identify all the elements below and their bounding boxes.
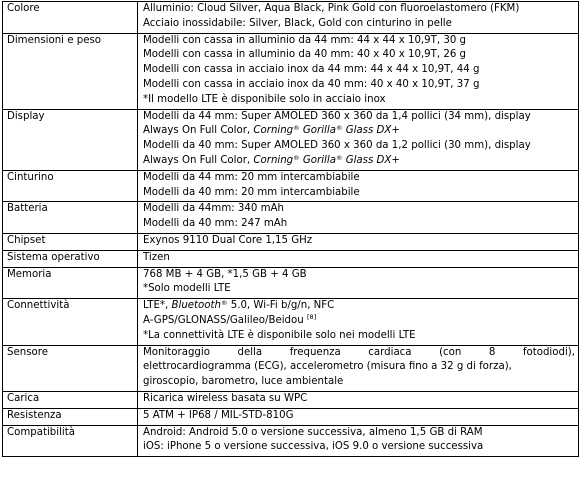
row-value bbox=[138, 250, 579, 267]
row-label: Batteria bbox=[3, 202, 138, 234]
table-row bbox=[3, 202, 579, 234]
value-line: Modelli da 40 mm: 247 mAh bbox=[143, 218, 288, 230]
brand-glass: Glass DX+ bbox=[342, 125, 400, 137]
value-line: Modelli da 44 mm: Super AMOLED 360 x 360 da 1,4 pollici (34 mm), display bbox=[143, 110, 531, 122]
value-line: Modelli da 44 mm: 20 mm intercambiabile bbox=[143, 171, 360, 183]
citation-ref: [8] bbox=[306, 312, 317, 321]
spec-table bbox=[2, 1, 579, 457]
brand-bluetooth: Bluetooth bbox=[171, 300, 221, 312]
table-row bbox=[3, 170, 579, 202]
value-line: Modelli con cassa in acciaio inox da 44 mm: 44 x 44 x 10,9T, 44 g bbox=[143, 64, 480, 76]
value-line: giroscopio, barometro, luce ambientale bbox=[143, 376, 344, 388]
text-run: Always On Full Color, bbox=[143, 125, 254, 137]
table-row bbox=[3, 408, 579, 425]
table-row bbox=[3, 299, 579, 345]
table-row bbox=[3, 345, 579, 391]
brand-gorilla: Gorilla bbox=[299, 125, 336, 137]
value-line: *La connettività LTE è disponibile solo nei modelli LTE bbox=[143, 329, 416, 341]
row-label: Cinturino bbox=[3, 170, 138, 202]
brand-corning: Corning bbox=[253, 125, 294, 137]
value-line: 768 MB + 4 GB, *1,5 GB + 4 GB bbox=[143, 268, 307, 280]
row-value bbox=[138, 170, 579, 202]
brand-gorilla: Gorilla bbox=[299, 154, 336, 166]
text-run: Always On Full Color, bbox=[143, 154, 254, 166]
row-value bbox=[138, 233, 579, 250]
row-label: Resistenza bbox=[3, 408, 138, 425]
brand-glass: Glass DX+ bbox=[342, 154, 400, 166]
value-line: Modelli con cassa in acciaio inox da 40 mm: 40 x 40 x 10,9T, 37 g bbox=[143, 78, 480, 90]
row-label: Colore bbox=[3, 2, 138, 34]
row-label: Connettività bbox=[3, 299, 138, 345]
registered-mark: ® bbox=[335, 153, 343, 162]
row-label: Chipset bbox=[3, 233, 138, 250]
table-row bbox=[3, 250, 579, 267]
row-value bbox=[138, 345, 579, 391]
table-row bbox=[3, 391, 579, 408]
value-line bbox=[143, 124, 575, 139]
row-label: Compatibilità bbox=[3, 425, 138, 457]
row-label: Display bbox=[3, 109, 138, 170]
value-line bbox=[143, 154, 575, 169]
row-value bbox=[138, 425, 579, 457]
row-value bbox=[138, 109, 579, 170]
row-value bbox=[138, 299, 579, 345]
value-line: Ricarica wireless basata su WPC bbox=[143, 392, 308, 404]
value-line bbox=[143, 346, 575, 361]
table-row bbox=[3, 2, 579, 34]
row-label: Carica bbox=[3, 391, 138, 408]
value-line: Tizen bbox=[143, 251, 170, 263]
value-line: Acciaio inossidabile: Silver, Black, Gold con cinturino in pelle bbox=[143, 17, 452, 29]
value-line: *Solo modelli LTE bbox=[143, 283, 231, 295]
row-value bbox=[138, 33, 579, 109]
table-row bbox=[3, 109, 579, 170]
value-line: elettrocardiogramma (ECG), accelerometro (misura fino a 32 g di forza), bbox=[143, 361, 512, 373]
text-run: A-GPS/GLONASS/Galileo/Beidou bbox=[143, 314, 307, 326]
registered-mark: ® bbox=[293, 153, 300, 162]
brand-corning: Corning bbox=[253, 154, 294, 166]
table-row bbox=[3, 425, 579, 457]
registered-mark: ® bbox=[220, 299, 228, 308]
row-value bbox=[138, 202, 579, 234]
value-line: Modelli da 40 mm: Super AMOLED 360 x 360 da 1,2 pollici (30 mm), display bbox=[143, 140, 531, 152]
value-line: Modelli da 40 mm: 20 mm intercambiabile bbox=[143, 186, 360, 198]
row-value bbox=[138, 391, 579, 408]
value-line bbox=[143, 299, 575, 314]
text-run: LTE*, bbox=[143, 300, 172, 312]
table-row bbox=[3, 33, 579, 109]
row-value bbox=[138, 408, 579, 425]
registered-mark: ® bbox=[293, 124, 300, 133]
row-value bbox=[138, 2, 579, 34]
row-value bbox=[138, 267, 579, 299]
value-line: Modelli con cassa in alluminio da 44 mm: 44 x 44 x 10,9T, 30 g bbox=[143, 34, 467, 46]
row-label: Sensore bbox=[3, 345, 138, 391]
row-label: Dimensioni e peso bbox=[3, 33, 138, 109]
value-line: iOS: iPhone 5 o versione successiva, iOS 9.0 o versione successiva bbox=[143, 441, 484, 453]
table-row bbox=[3, 267, 579, 299]
table-row bbox=[3, 233, 579, 250]
row-label: Memoria bbox=[3, 267, 138, 299]
registered-mark: ® bbox=[335, 124, 343, 133]
value-line: Modelli con cassa in alluminio da 40 mm: 40 x 40 x 10,9T, 26 g bbox=[143, 49, 467, 61]
row-label: Sistema operativo bbox=[3, 250, 138, 267]
value-line: *Il modello LTE è disponibile solo in acciaio inox bbox=[143, 93, 386, 105]
value-line: Exynos 9110 Dual Core 1,15 GHz bbox=[143, 234, 313, 246]
value-line: 5 ATM + IP68 / MIL-STD-810G bbox=[143, 409, 294, 421]
value-line: Alluminio: Cloud Silver, Aqua Black, Pink Gold con fluoroelastomero (FKM) bbox=[143, 3, 520, 14]
text-run: Monitoraggio della frequenza cardiaca (con 8 fotodiodi), bbox=[143, 346, 575, 358]
value-line bbox=[143, 314, 575, 329]
value-line: Modelli da 44mm: 340 mAh bbox=[143, 203, 284, 215]
value-line: Android: Android 5.0 o versione successiva, almeno 1,5 GB di RAM bbox=[143, 426, 483, 438]
text-run: 5.0, Wi-Fi b/g/n, NFC bbox=[227, 300, 335, 312]
